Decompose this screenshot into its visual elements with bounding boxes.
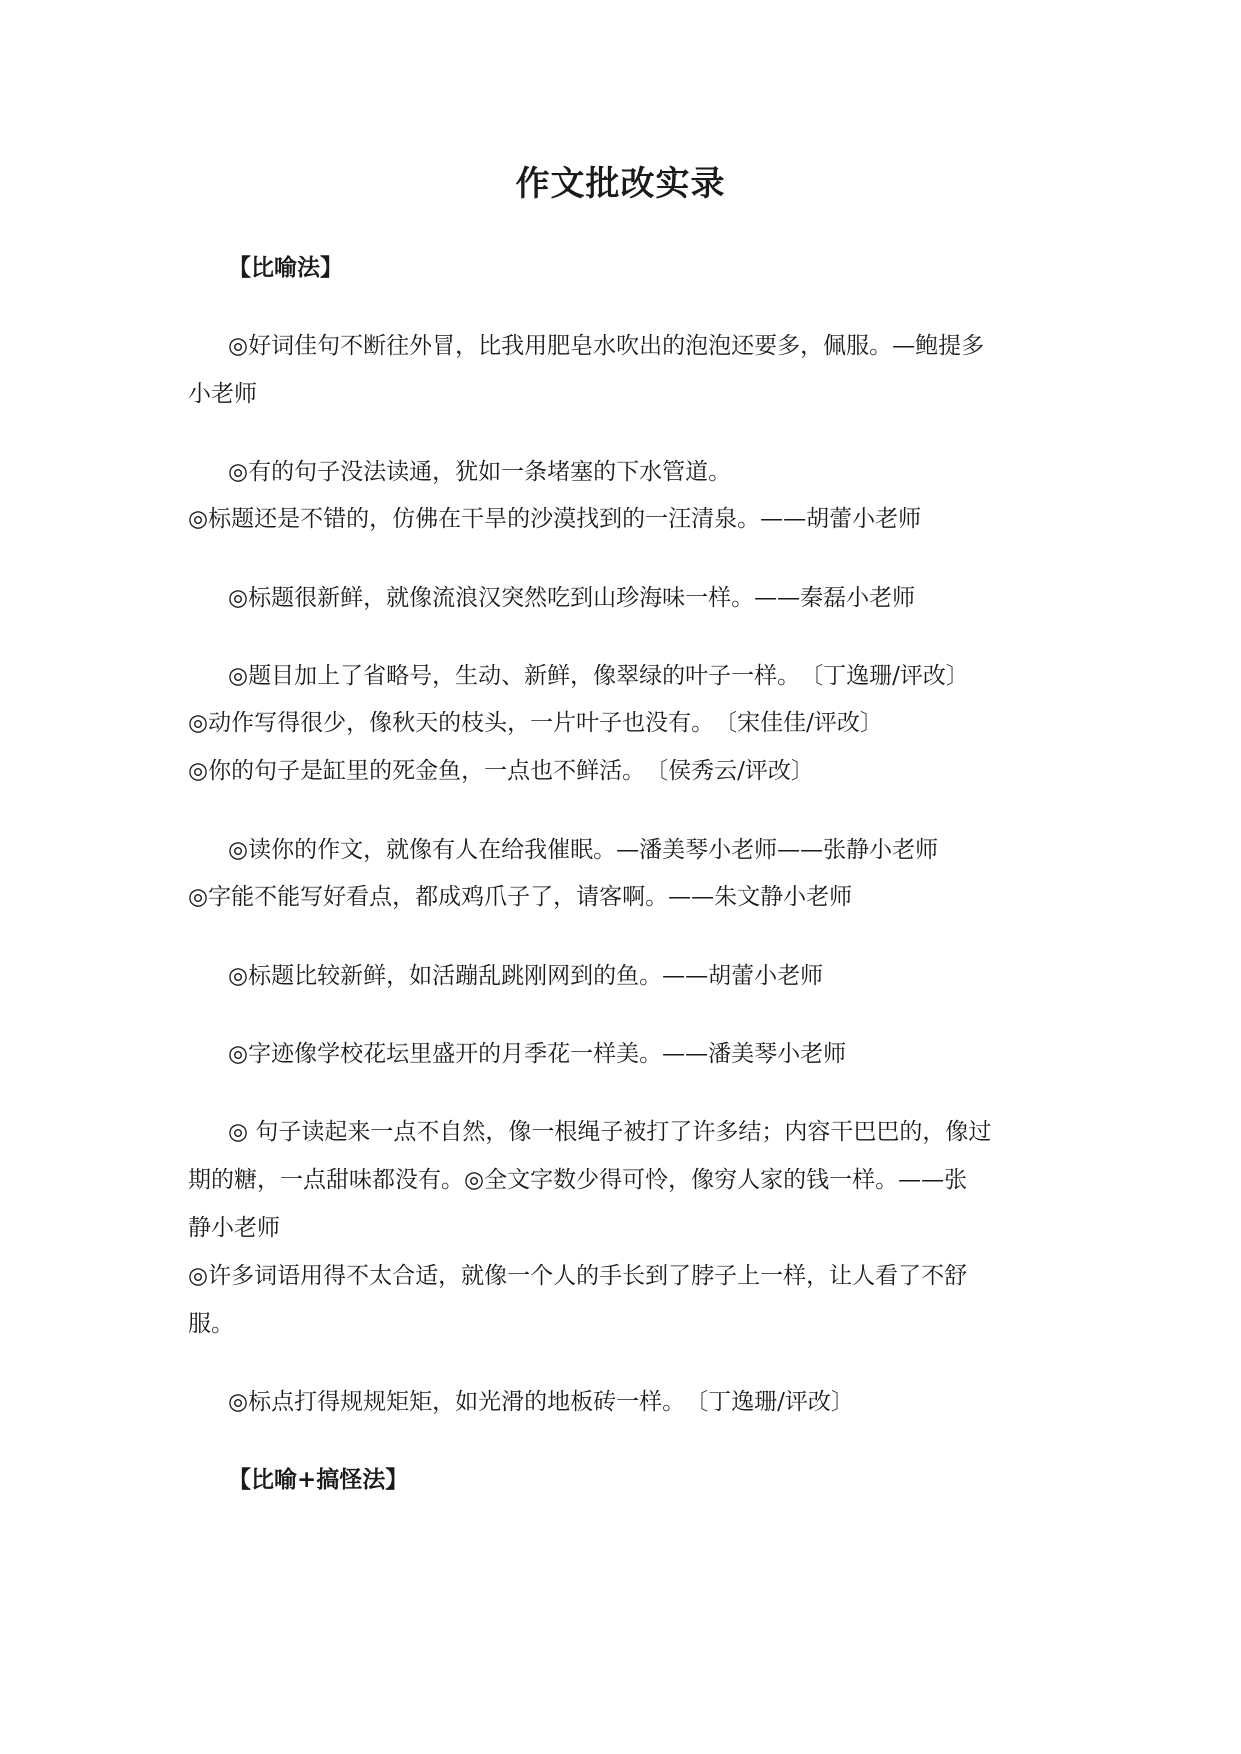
section-heading-metaphor-playful: 【比喻+搞怪法】 <box>228 1466 409 1493</box>
comment-line: 期的糖，一点甜味都没有。◎全文字数少得可怜，像穷人家的钱一样。——张 <box>188 1167 968 1193</box>
comment-line: 静小老师 <box>188 1215 280 1241</box>
comment-line: ◎题目加上了省略号，生动、新鲜，像翠绿的叶子一样。 〔丁逸珊/评改〕 <box>228 663 969 689</box>
comment-line: ◎ 句子读起来一点不自然，像一根绳子被打了许多结；内容干巴巴的，像过 <box>228 1119 992 1145</box>
comment-line: ◎好词佳句不断往外冒，比我用肥皂水吹出的泡泡还要多，佩服。—鲍提多 <box>228 333 985 359</box>
comment-line: ◎动作写得很少，像秋天的枝头，一片叶子也没有。 〔宋佳佳/评改〕 <box>188 710 883 736</box>
comment-line: ◎有的句子没法读通，犹如一条堵塞的下水管道。 <box>228 459 732 485</box>
page-title: 作文批改实录 <box>515 164 726 204</box>
comment-line: ◎标题还是不错的，仿佛在干旱的沙漠找到的一汪清泉。——胡蕾小老师 <box>188 506 922 532</box>
comment-line: 小老师 <box>188 381 257 407</box>
comment-line: ◎标点打得规规矩矩，如光滑的地板砖一样。 〔丁逸珊/评改〕 <box>228 1389 854 1415</box>
comment-line: ◎读你的作文，就像有人在给我催眠。—潘美琴小老师——张静小老师 <box>228 837 939 863</box>
comment-line: 服。 <box>188 1311 234 1337</box>
comment-line: ◎标题比较新鲜，如活蹦乱跳刚网到的鱼。——胡蕾小老师 <box>228 963 824 989</box>
comment-line: ◎许多词语用得不太合适，就像一个人的手长到了脖子上一样，让人看了不舒 <box>188 1263 968 1289</box>
comment-line: ◎标题很新鲜，就像流浪汉突然吃到山珍海味一样。——秦磊小老师 <box>228 585 916 611</box>
comment-line: ◎字迹像学校花坛里盛开的月季花一样美。——潘美琴小老师 <box>228 1041 847 1067</box>
comment-line: ◎字能不能写好看点，都成鸡爪子了，请客啊。——朱文静小老师 <box>188 884 853 910</box>
comment-line: ◎你的句子是缸里的死金鱼，一点也不鲜活。 〔侯秀云/评改〕 <box>188 758 814 784</box>
section-heading-metaphor: 【比喻法】 <box>228 254 343 281</box>
